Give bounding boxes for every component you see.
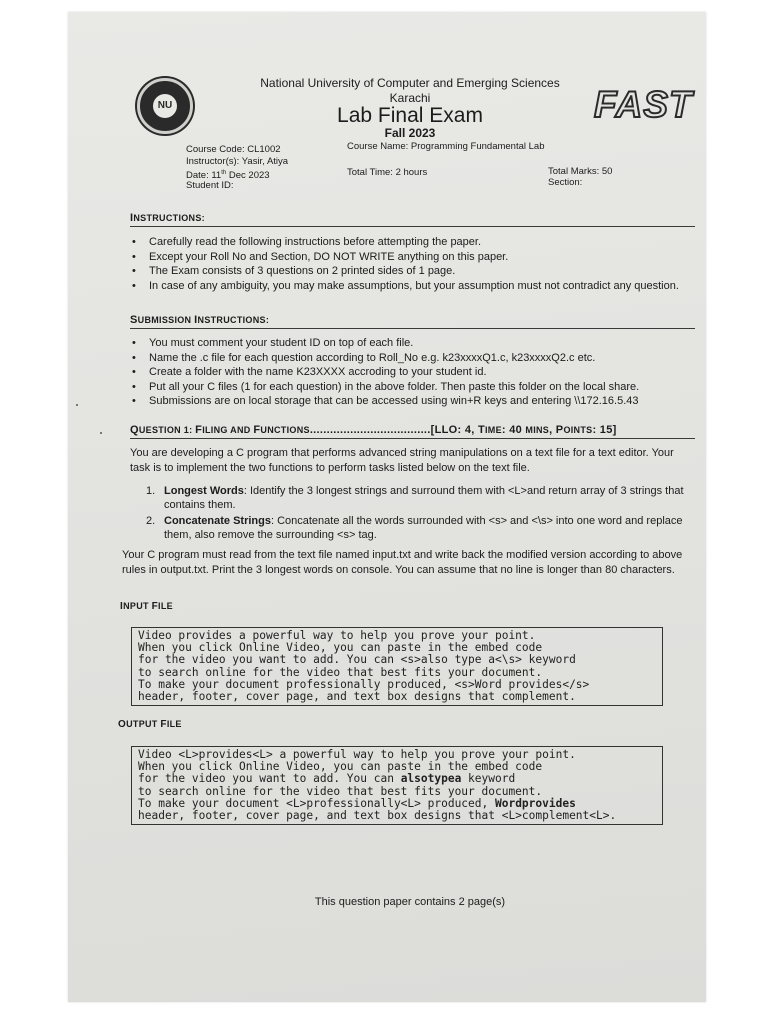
submission-item: • Name the .c file for each question according to Roll_No e.g. k23xxxxQ1.c, k23xxxxQ2.c etc. — [132, 351, 680, 366]
code-line: for the video you want to add. You can <s>also type a<\s> keyword — [138, 653, 576, 667]
university-name: National University of Computer and Emerging Sciences — [260, 76, 560, 90]
code-line: Video <L>provides<L> a powerful way to help you prove your point. — [138, 748, 576, 761]
logo-emblem-icon: NU — [153, 94, 177, 118]
task-item: 1. Longest Words: Identify the 3 longest strings and surround them with <L>and return array of 3 strings that contains them. — [146, 485, 684, 511]
instruction-item: • Except your Roll No and Section, DO NOT WRITE anything on this paper. — [132, 250, 680, 265]
task-item: 2. Concatenate Strings: Concatenate all the words surrounded with <s> and <\s> into one word and replace them, also remove the surrounding <s> tag. — [146, 515, 683, 541]
question-1-outro: Your C program must read from the text file named input.txt and write back the modified version according to above rules in output.txt. Print the 3 longest words on console. You can assume that no line is longer than 80 characters. — [122, 549, 683, 576]
question-1-heading: QUESTION 1: FILING AND FUNCTIONS....................................[LLO: 4, TIME: 40 MINS, POINTS: 15] — [130, 424, 695, 439]
code-line: When you click Online Video, you can paste in the embed code — [138, 641, 543, 655]
page-count-note: This question paper contains 2 page(s) — [314, 896, 506, 908]
section-label: Section: — [548, 177, 583, 188]
submission-item: • Submissions are on local storage that can be accessed using win+R keys and entering \\172.16.5.43 — [132, 394, 680, 409]
code-line: To make your document professionally produced, <s>Word provides</s> — [138, 677, 590, 691]
submission-item: • Put all your C files (1 for each question) in the above folder. Then paste this folder on the local share. — [132, 380, 680, 395]
code-line: for the video you want to add. You can alsotypea keyword — [138, 772, 516, 786]
output-file-box — [131, 746, 663, 825]
task-list — [146, 485, 686, 545]
submission-heading: SUBMISSION INSTRUCTIONS: — [130, 314, 695, 329]
submission-item: • You must comment your student ID on top of each file. — [132, 336, 680, 351]
output-file-heading: OUTPUT FILE — [118, 719, 182, 730]
code-line: When you click Online Video, you can paste in the embed code — [138, 760, 543, 774]
instruction-item: • Carefully read the following instructions before attempting the paper. — [132, 235, 680, 250]
total-marks: Total Marks: 50 — [548, 166, 613, 177]
campus-name: Karachi — [389, 91, 431, 105]
instruction-item: • In case of any ambiguity, you may make assumptions, but your assumption must not contradict any question. — [132, 279, 680, 294]
instructors: Instructor(s): Yasir, Atiya — [186, 156, 289, 167]
submission-item: • Create a folder with the name K23XXXX accroding to your student id. — [132, 365, 680, 380]
total-time: Total Time: 2 hours — [347, 167, 428, 178]
code-line: Video provides a powerful way to help you prove your point. — [138, 629, 536, 642]
course-name: Course Name: Programming Fundamental Lab — [347, 141, 545, 152]
code-line: to search online for the video that best fits your document. — [138, 784, 543, 798]
question-1-intro: You are developing a C program that performs advanced string manipulations on a text file for a text editor. Your task is to implement the two functions to perform tasks listed below on the text file. — [130, 447, 674, 474]
instructions-heading: INSTRUCTIONS: — [130, 212, 695, 227]
code-line: to search online for the video that best fits your document. — [138, 665, 543, 679]
university-logo — [137, 78, 193, 134]
exam-title: Lab Final Exam — [337, 104, 483, 127]
exam-term: Fall 2023 — [384, 126, 436, 140]
code-line: header, footer, cover page, and text box designs that <L>complement<L>. — [138, 809, 617, 823]
paper-speck — [76, 404, 78, 406]
instruction-item: • The Exam consists of 3 questions on 2 printed sides of 1 page. — [132, 264, 680, 279]
code-line: To make your document <L>professionally<L> produced, Wordprovides — [138, 796, 576, 810]
submission-list — [132, 336, 680, 409]
exam-date: Date: 11th Dec 2023 — [186, 170, 270, 182]
input-file-heading: INPUT FILE — [120, 601, 173, 612]
student-id-label: Student ID: — [186, 180, 234, 191]
input-file-box — [131, 627, 663, 706]
paper-speck — [100, 432, 102, 434]
code-line: header, footer, cover page, and text box designs that complement. — [138, 690, 576, 704]
fast-logo: FAST — [594, 84, 693, 125]
instructions-list — [132, 235, 680, 293]
course-code: Course Code: CL1002 — [186, 144, 281, 155]
